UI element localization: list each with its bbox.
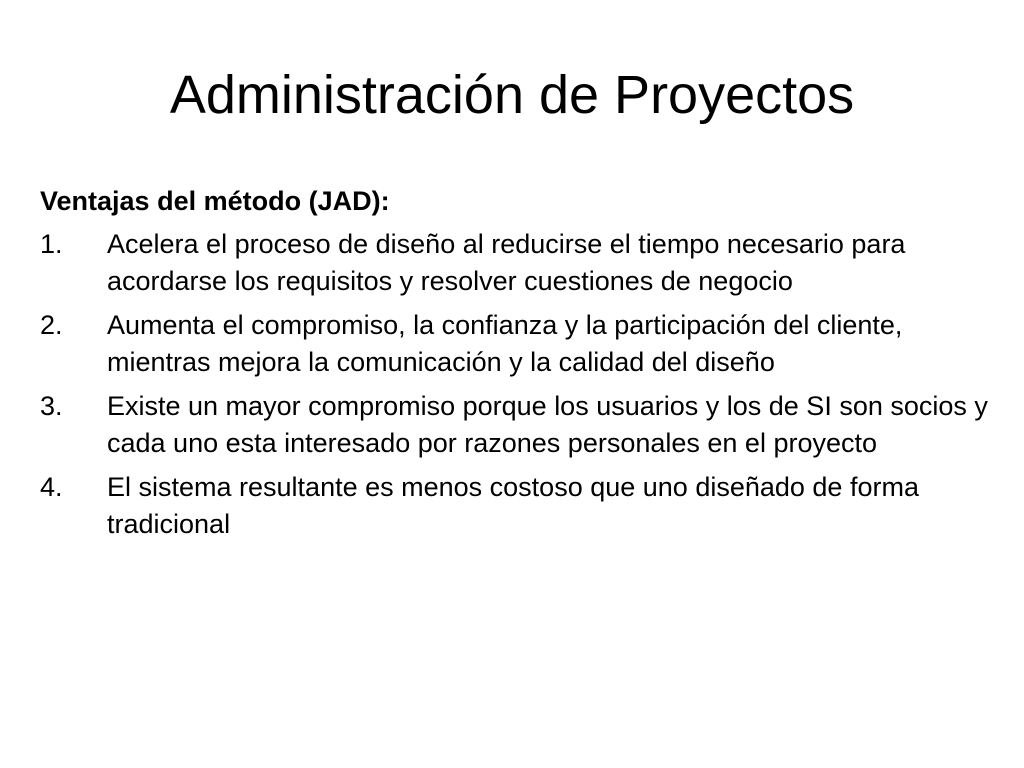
list-item-text: Acelera el proceso de diseño al reducirse el tiempo necesario para acordarse los requisitos y resolver cuestiones de negocio [107, 229, 906, 296]
list-item-number: 1. [40, 229, 63, 259]
section-heading: Ventajas del método (JAD): [40, 186, 390, 216]
list-item [40, 388, 1000, 462]
list-item-number: 3. [40, 391, 63, 421]
list-item-text: Aumenta el compromiso, la confianza y la participación del cliente, mientras mejora la comunicación y la calidad del diseño [107, 310, 903, 377]
list-item-text: El sistema resultante es menos costoso que uno diseñado de forma tradicional [107, 472, 919, 539]
advantages-list [40, 226, 1000, 543]
list-item [40, 226, 1000, 300]
list-item-text: Existe un mayor compromiso porque los usuarios y los de SI son socios y cada uno esta interesado por razones personales en el proyecto [107, 391, 988, 458]
slide-title: Administración de Proyectos [169, 65, 855, 125]
list-item-number: 2. [40, 310, 63, 340]
list-item [40, 307, 1000, 381]
slide-content [40, 183, 1000, 550]
list-item [40, 469, 1000, 543]
list-item-number: 4. [40, 472, 63, 502]
